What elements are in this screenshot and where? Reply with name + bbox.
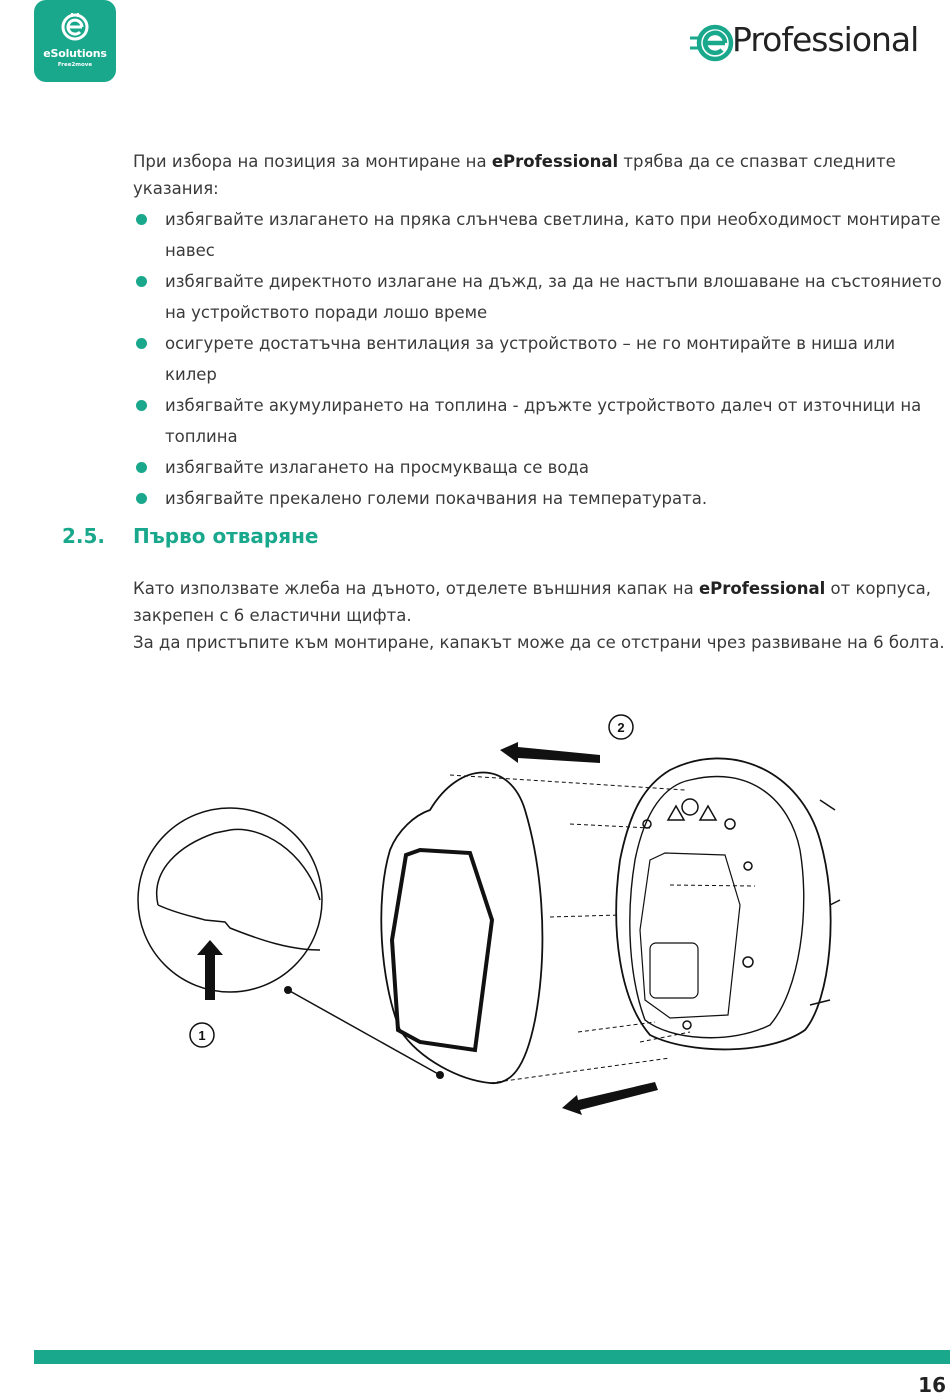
- bullet-icon: [136, 400, 147, 411]
- list-item: [133, 483, 948, 514]
- list-item: [133, 204, 948, 266]
- bullet-icon: [136, 462, 147, 473]
- charger-body: [616, 758, 830, 1049]
- intro-text-after: трябва да се спазват следните указания:: [133, 152, 896, 198]
- cover-removal-illustration: [130, 700, 850, 1130]
- section-number: 2.5.: [62, 524, 106, 548]
- bullet-icon: [136, 276, 147, 287]
- callout-1-label: 1: [198, 1028, 206, 1043]
- esolutions-logo: [34, 0, 116, 82]
- list-item: [133, 328, 948, 390]
- outer-cover: [381, 773, 542, 1084]
- para2-text-before: Като използвате жлеба на дъното, отделете външния капак на: [133, 579, 699, 598]
- intro-paragraph: [133, 148, 923, 202]
- list-item-text: избягвайте излагането на просмукваща се вода: [165, 458, 589, 477]
- intro-brand: eProfessional: [491, 152, 619, 171]
- list-item: [133, 452, 948, 483]
- bullet-icon: [136, 493, 147, 504]
- para2-brand: eProfessional: [698, 579, 826, 598]
- list-item: [133, 390, 948, 452]
- page-number: 16: [918, 1373, 946, 1397]
- removal-paragraph: [133, 575, 933, 629]
- eprofessional-logo: [688, 18, 950, 66]
- connection-dot: [284, 986, 292, 994]
- free2move-logo-text: Free2move: [57, 62, 93, 68]
- e-plug-icon: [60, 11, 90, 43]
- para2-text-after: от корпуса, закрепен с 6 еластични щифта.: [133, 579, 931, 625]
- e-plug-icon: [688, 22, 734, 64]
- intro-text-before: При избора на позиция за монтиране на: [133, 152, 492, 171]
- mounting-paragraph: За да пристъпите към монтиране, капакът може да се отстрани чрез развиване на 6 болта.: [133, 633, 945, 652]
- list-item-text: избягвайте акумулирането на топлина - дръжте устройството далеч от източници на топлина: [165, 396, 922, 446]
- callout-2-label: 2: [617, 720, 625, 735]
- connection-dot: [436, 1071, 444, 1079]
- bullet-icon: [136, 214, 147, 225]
- list-item-text: избягвайте директното излагане на дъжд, за да не настъпи влошаване на състоянието на устройството поради лошо време: [165, 272, 942, 322]
- list-item: [133, 266, 948, 328]
- list-item-text: избягвайте излагането на пряка слънчева светлина, като при необходимост монтирате навес: [165, 210, 941, 260]
- eprofessional-logo-text: Professional: [732, 20, 919, 59]
- mounting-guidelines-list: [133, 204, 948, 514]
- arrow-left-icon: [562, 1082, 658, 1115]
- section-title: Първо отваряне: [133, 524, 319, 548]
- list-item-text: осигурете достатъчна вентилация за устройството – не го монтирайте в ниша или килер: [165, 334, 896, 384]
- callout-2: [609, 715, 633, 739]
- bullet-icon: [136, 338, 147, 349]
- cover-window: [392, 850, 492, 1050]
- esolutions-logo-text: eSolutions: [43, 47, 107, 60]
- detail-magnifier: [138, 808, 322, 992]
- footer-bar: [34, 1350, 950, 1364]
- callout-1: [190, 1023, 214, 1047]
- arrow-left-icon: [500, 742, 600, 763]
- list-item-text: избягвайте прекалено големи покачвания на температурата.: [165, 489, 708, 508]
